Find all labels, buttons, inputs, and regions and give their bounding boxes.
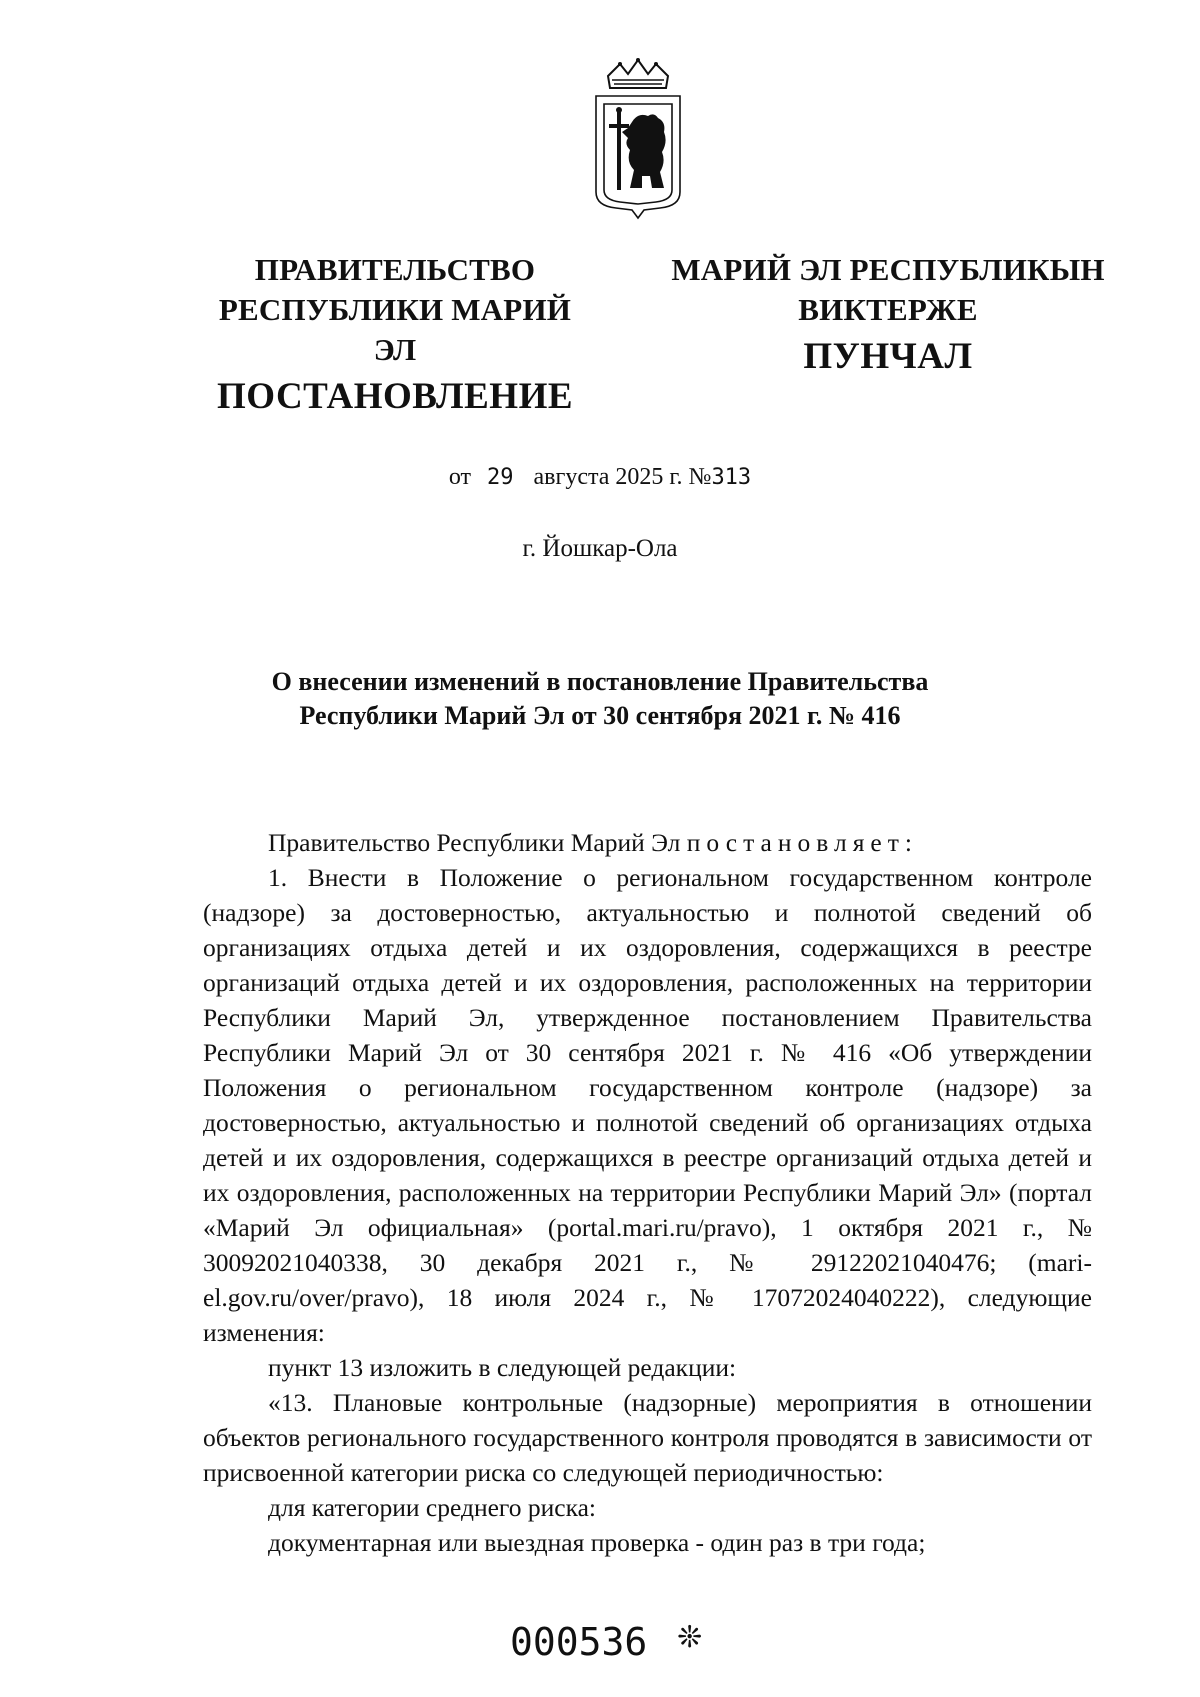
preamble-spaced-word: постановляет: [686, 828, 905, 857]
document-number: 313: [711, 465, 752, 490]
coat-of-arms-icon: [590, 58, 686, 226]
document-title: [240, 665, 960, 733]
title-line1: О внесении изменений в постановление Правительства: [271, 667, 929, 696]
org-name-line2: РЕСПУБЛИКИ МАРИЙ ЭЛ: [218, 292, 572, 367]
date-day: 29: [486, 465, 514, 490]
body-paragraph-preamble: [203, 825, 1092, 860]
title-line2: Республики Марий Эл от 30 сентября 2021 г. № 416: [299, 701, 901, 730]
org-name-line1: ПРАВИТЕЛЬСТВО: [254, 252, 536, 287]
org-name-mari-line1: МАРИЙ ЭЛ РЕСПУБЛИКЫН: [671, 252, 1105, 287]
header-right: [668, 250, 1108, 382]
preamble-text: Правительство Республики Марий Эл: [268, 828, 687, 857]
date-prefix: от: [448, 464, 471, 490]
body-paragraph-1: 1. Внести в Положение о региональном государственном контроле (надзоре) за достоверностью, актуальностью и полнотой сведений об организациях отдыха детей и их оздоровления, содержащихся в реестре организаций отдыха детей и их оздоровления, расположенных на территории Республики Марий Эл, утвержденное постановлением Правительства Республики Марий Эл от 30 сентября 2021 г. № 416 «Об утверждении Положения о региональном государственном контроле (надзоре) за достоверностью, актуальностью и полнотой сведений об организациях отдыха детей и их оздоровления, содержащихся в реестре организаций отдыха детей и их оздоровления, расположенных на территории Республики Марий Эл» (портал «Марий Эл официальная» (portal.mari.ru/pravo), 1 октября 2021 г., № 30092021040338, 30 декабря 2021 г., № 29122021040476; (mari-el.gov.ru/over/pravo), 18 июля 2024 г., № 17072024040222), следующие изменения:: [203, 863, 1092, 1347]
document-city: г. Йошкар-Ола: [522, 535, 678, 562]
date-month-year: августа 2025 г. №: [533, 464, 712, 490]
preamble-colon: :: [904, 828, 912, 857]
body-paragraph-4: для категории среднего риска:: [268, 1493, 596, 1522]
document-body: [203, 825, 1092, 1560]
document-date-number: [0, 464, 1200, 491]
body-paragraph-5: документарная или выездная проверка - один раз в три года;: [268, 1528, 926, 1557]
form-serial-number: 000536: [510, 1620, 648, 1664]
body-paragraph-2: пункт 13 изложить в следующей редакции:: [268, 1353, 737, 1382]
document-type-mari: ПУНЧАЛ: [803, 336, 973, 377]
ornament-mark-icon: ❊: [677, 1620, 703, 1655]
org-name-mari-line2: ВИКТЕРЖЕ: [798, 292, 978, 327]
body-paragraph-3: «13. Плановые контрольные (надзорные) мероприятия в отношении объектов регионального государственного контроля проводятся в зависимости от присвоенной категории риска со следующей периодичностью:: [203, 1388, 1092, 1487]
document-type: ПОСТАНОВЛЕНИЕ: [216, 376, 574, 417]
header-left: [195, 250, 595, 422]
